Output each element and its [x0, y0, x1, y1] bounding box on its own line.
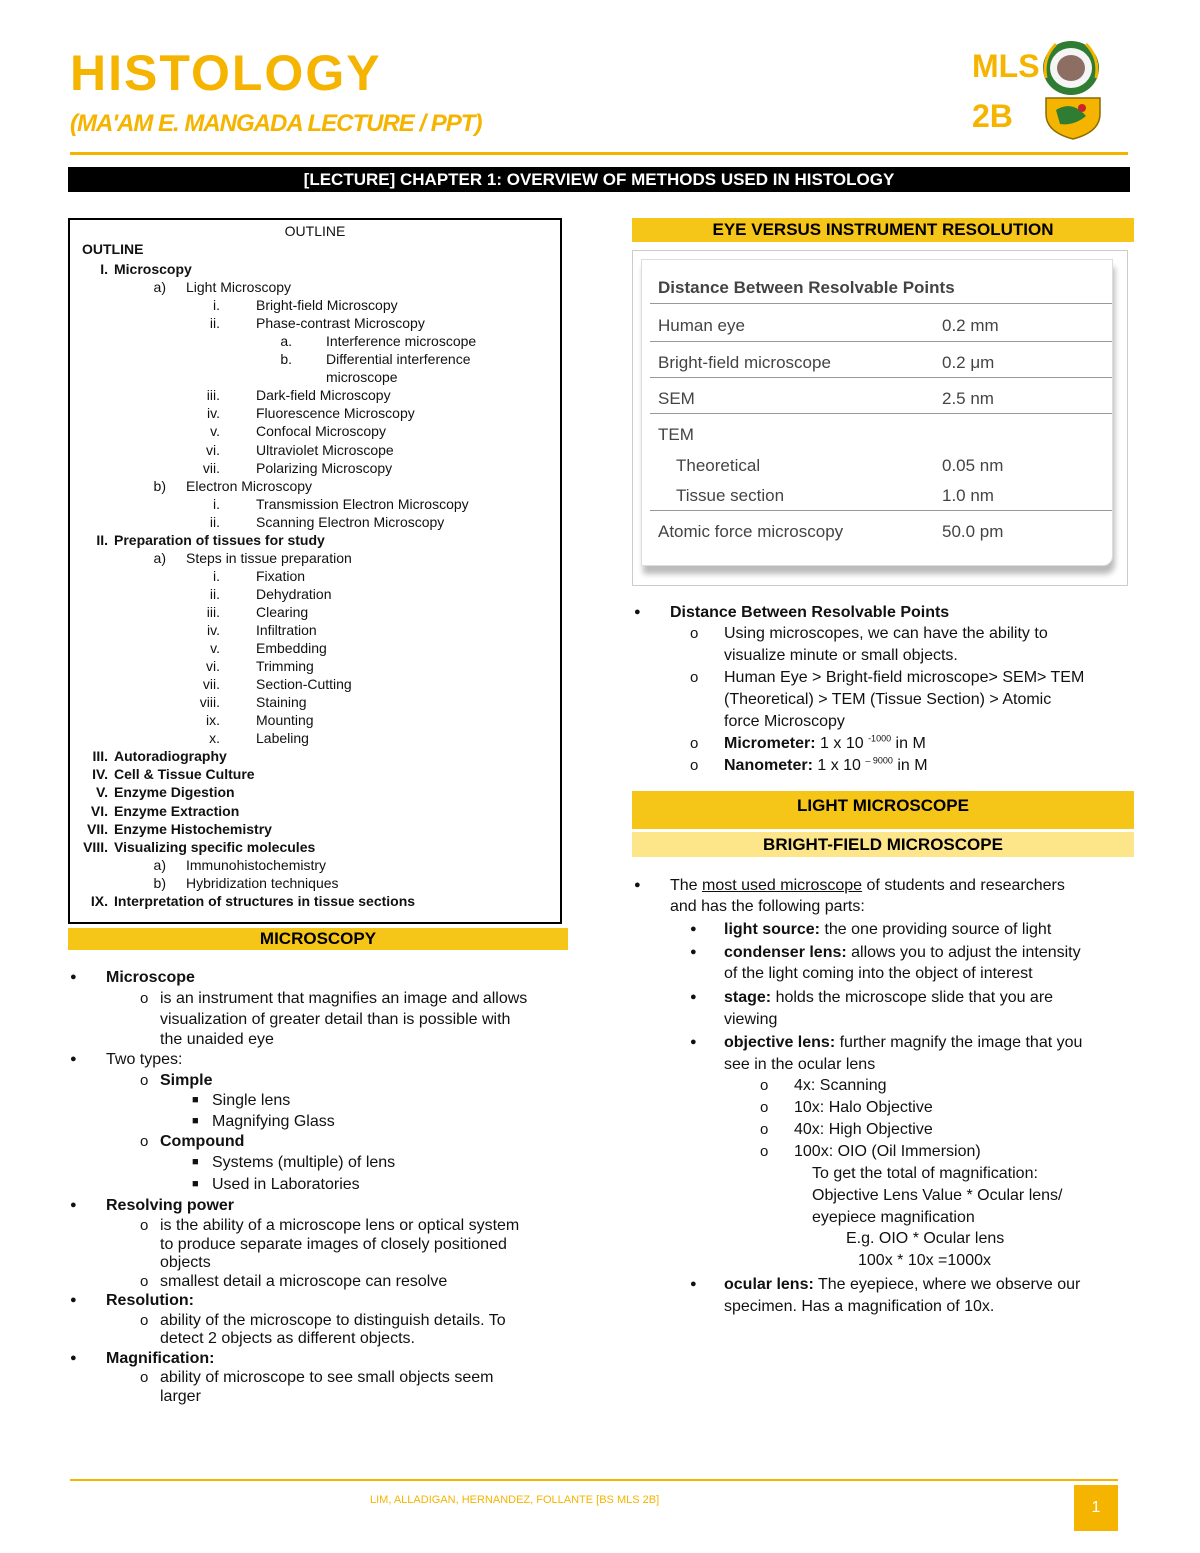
circle-bullet-icon: o	[140, 1369, 149, 1386]
outline-item: Interpretation of structures in tissue sections	[114, 893, 416, 909]
outline-item-number: I.	[100, 261, 108, 277]
micrometer-exponent: -1000	[868, 733, 892, 744]
micrometer-label: Micrometer:	[724, 735, 816, 752]
outline-item: Section-Cutting	[256, 676, 352, 692]
square-bullet-icon: ■	[192, 1178, 199, 1190]
outline-item-number: a)	[153, 550, 166, 566]
bullet-icon: ●	[690, 923, 697, 935]
part-label: condenser lens:	[724, 944, 847, 961]
outline-item: Microscopy	[114, 261, 192, 277]
outline-item: Fluorescence Microscopy	[256, 405, 415, 421]
outline-item: Labeling	[256, 730, 309, 746]
part-objective-2: see in the ocular lens	[724, 1056, 876, 1073]
circle-bullet-icon: o	[140, 1273, 149, 1290]
compound-item: Systems (multiple) of lens	[212, 1154, 396, 1171]
simple-item: Magnifying Glass	[212, 1113, 335, 1130]
resolvable-order-line: Human Eye > Bright-field microscope> SEM> TEM	[724, 669, 1085, 686]
compound-item: Used in Laboratories	[212, 1176, 360, 1193]
part-condenser-2: of the light coming into the object of interest	[724, 965, 1033, 982]
outline-item: Visualizing specific molecules	[114, 839, 316, 855]
bright-field-intro	[670, 875, 1065, 896]
square-bullet-icon: ■	[192, 1094, 199, 1106]
table-row-value: 2.5 nm	[942, 389, 994, 408]
resolution-section-header: EYE VERSUS INSTRUMENT RESOLUTION	[632, 218, 1134, 242]
outline-item-number: vi.	[206, 658, 220, 674]
table-row-value: 1.0 nm	[942, 486, 994, 505]
bullet-icon: ●	[634, 879, 641, 891]
outline-item: Scanning Electron Microscopy	[256, 514, 445, 530]
outline-item: Phase-contrast Microscopy	[256, 315, 425, 331]
table-row-value: 0.05 nm	[942, 456, 1004, 475]
circle-bullet-icon: o	[760, 1077, 769, 1094]
objective-item: 100x: OIO (Oil Immersion)	[794, 1143, 981, 1160]
outline-item-number: v.	[210, 423, 220, 439]
outline-item-number: a)	[153, 279, 166, 295]
table-row-value: 50.0 pm	[942, 522, 1004, 541]
resolving-power-def-line: is the ability of a microscope lens or optical system	[160, 1217, 520, 1234]
part-ocular	[724, 1274, 1080, 1295]
circle-bullet-icon: o	[760, 1099, 769, 1116]
outline-item: Staining	[256, 694, 307, 710]
bullet-icon: ●	[690, 946, 697, 958]
part-label: light source:	[724, 921, 821, 938]
outline-item-number: IV.	[92, 766, 108, 782]
university-seal-icon	[1038, 38, 1104, 98]
total-mag-line: Objective Lens Value * Ocular lens/	[812, 1187, 1063, 1204]
resolution-table-figure	[632, 250, 1128, 586]
outline-item: Transmission Electron Microscopy	[256, 496, 469, 512]
resolvable-points-title: Distance Between Resolvable Points	[670, 604, 950, 621]
outline-item: Enzyme Digestion	[114, 784, 235, 800]
outline-item: Cell & Tissue Culture	[114, 766, 255, 782]
micrometer-line	[724, 733, 926, 754]
outline-item: Confocal Microscopy	[256, 423, 386, 439]
part-label: ocular lens:	[724, 1276, 814, 1293]
nanometer-label: Nanometer:	[724, 757, 813, 774]
bullet-icon: ●	[690, 1036, 697, 1048]
resolving-power-def2: smallest detail a microscope can resolve	[160, 1273, 448, 1290]
outline-item-number: i.	[213, 297, 220, 313]
table-row-label: Atomic force microscopy	[658, 522, 844, 541]
outline-item-number: III.	[92, 748, 108, 764]
outline-item-number: vii.	[202, 676, 220, 692]
circle-bullet-icon: o	[690, 625, 699, 642]
square-bullet-icon: ■	[192, 1115, 199, 1127]
part-text: allows you to adjust the intensity	[846, 944, 1081, 961]
outline-item: Preparation of tissues for study	[114, 532, 325, 548]
bullet-icon: ●	[690, 1278, 697, 1290]
part-text: The eyepiece, where we observe our	[813, 1276, 1081, 1293]
microscope-def-line: is an instrument that magnifies an image and allows	[160, 990, 528, 1007]
outline-item-number: V.	[96, 784, 108, 800]
resolving-power-def-line: to produce separate images of closely positioned	[160, 1236, 507, 1253]
outline-item-number: i.	[213, 568, 220, 584]
bullet-icon: ●	[70, 1294, 77, 1306]
circle-bullet-icon: o	[760, 1121, 769, 1138]
outline-item-number: a.	[280, 333, 292, 349]
outline-item: Immunohistochemistry	[186, 857, 327, 873]
microscopy-section-header: MICROSCOPY	[68, 928, 568, 950]
outline-item-number: b)	[153, 478, 166, 494]
magnification-def-line: larger	[160, 1388, 201, 1405]
class-badge-line2: 2B	[972, 98, 1013, 134]
table-rule	[650, 377, 1112, 378]
bright-field-header: BRIGHT-FIELD MICROSCOPE	[632, 832, 1134, 857]
part-ocular-2: specimen. Has a magnification of 10x.	[724, 1298, 995, 1315]
footer-authors: LIM, ALLADIGAN, HERNANDEZ, FOLLANTE [BS MLS 2B]	[370, 1494, 660, 1506]
intro-text: of students and researchers	[862, 877, 1065, 894]
circle-bullet-icon: o	[140, 1312, 149, 1329]
outline-item-number: iii.	[206, 387, 220, 403]
total-mag-line: To get the total of magnification:	[812, 1165, 1038, 1182]
resolving-power-def-line: objects	[160, 1254, 211, 1271]
objective-item: 4x: Scanning	[794, 1077, 887, 1094]
magnification-term: Magnification:	[106, 1350, 215, 1367]
resolvable-order-line: force Microscopy	[724, 713, 845, 730]
part-stage-2: viewing	[724, 1011, 778, 1028]
outline-item-number: VI.	[90, 803, 108, 819]
table-title: Distance Between Resolvable Points	[658, 278, 955, 297]
circle-bullet-icon: o	[690, 735, 699, 752]
objective-item: 40x: High Objective	[794, 1121, 933, 1138]
page-number: 1	[1074, 1485, 1118, 1531]
outline-item-number: vi.	[206, 442, 220, 458]
circle-bullet-icon: o	[140, 1072, 149, 1089]
outline-item: Trimming	[256, 658, 314, 674]
outline-item-number: iv.	[207, 622, 220, 638]
objective-item: 10x: Halo Objective	[794, 1099, 933, 1116]
document-subtitle: (MA'AM E. MANGADA LECTURE / PPT)	[70, 110, 482, 137]
bullet-icon: ●	[70, 1199, 77, 1211]
resolution-def-line: detect 2 objects as different objects.	[160, 1330, 415, 1347]
outline-item: Dark-field Microscopy	[256, 387, 391, 403]
outline-item-number: ii.	[209, 514, 220, 530]
bullet-icon: ●	[70, 1053, 77, 1065]
resolvable-points-line: Using microscopes, we can have the ability to	[724, 625, 1048, 642]
outline-item-number: VIII.	[83, 839, 108, 855]
part-label: stage:	[724, 989, 772, 1006]
table-row-value: 0.2 μm	[942, 353, 995, 372]
part-text: the one providing source of light	[820, 921, 1052, 938]
outline-item: Embedding	[256, 640, 327, 656]
nanometer-base: 1 x 10	[812, 757, 866, 774]
part-objective	[724, 1032, 1082, 1053]
table-rule	[650, 303, 1112, 304]
outline-item: Enzyme Extraction	[114, 803, 240, 819]
outline-item: Ultraviolet Microscope	[256, 442, 394, 458]
outline-item: Hybridization techniques	[186, 875, 339, 891]
chapter-banner: [LECTURE] CHAPTER 1: OVERVIEW OF METHODS USED IN HISTOLOGY	[68, 167, 1130, 192]
bright-field-intro-2: and has the following parts:	[670, 898, 865, 915]
outline-item: Interference microscope	[326, 333, 477, 349]
simple-item: Single lens	[212, 1092, 291, 1109]
document-title: HISTOLOGY	[70, 45, 382, 101]
micrometer-unit: in M	[891, 735, 926, 752]
part-text: holds the microscope slide that you are	[771, 989, 1054, 1006]
outline-item: Enzyme Histochemistry	[114, 821, 272, 837]
nanometer-unit: in M	[892, 757, 928, 774]
resolution-def-line: ability of the microscope to distinguish details. To	[160, 1312, 506, 1329]
outline-item: Autoradiography	[114, 748, 227, 764]
outline-item-number: b)	[153, 875, 166, 891]
microscope-def-line: the unaided eye	[160, 1031, 274, 1048]
outline-item-number: vii.	[202, 460, 220, 476]
circle-bullet-icon: o	[690, 757, 699, 774]
example-line: E.g. OIO * Ocular lens	[846, 1230, 1005, 1247]
circle-bullet-icon: o	[140, 1133, 149, 1150]
outline-item-number: ii.	[209, 586, 220, 602]
outline-item: Differential interference	[326, 351, 471, 367]
bullet-icon: ●	[70, 1352, 77, 1364]
outline-item-number: i.	[213, 496, 220, 512]
circle-bullet-icon: o	[690, 669, 699, 686]
circle-bullet-icon: o	[140, 990, 149, 1007]
table-rule	[650, 510, 1112, 511]
table-row-label: Tissue section	[676, 486, 785, 505]
table-row-label: Bright-field microscope	[658, 353, 831, 372]
footer-divider	[70, 1479, 1118, 1481]
simple-type: Simple	[160, 1072, 213, 1089]
outline-item: Clearing	[256, 604, 309, 620]
outline-item: Mounting	[256, 712, 314, 728]
class-badge-line1: MLS	[972, 48, 1040, 84]
circle-bullet-icon: o	[140, 1217, 149, 1234]
outline-box	[68, 218, 562, 924]
outline-item: Bright-field Microscopy	[256, 297, 398, 313]
outline-item: Light Microscopy	[186, 279, 292, 295]
outline-item: Infiltration	[256, 622, 317, 638]
microscope-term: Microscope	[106, 969, 195, 986]
example-line: 100x * 10x =1000x	[858, 1252, 991, 1269]
table-row-label: SEM	[658, 389, 695, 408]
micrometer-base: 1 x 10	[815, 735, 869, 752]
outline-item-number: viii.	[199, 694, 220, 710]
square-bullet-icon: ■	[192, 1156, 199, 1168]
magnification-def-line: ability of microscope to see small objects seem	[160, 1369, 494, 1386]
table-row-value: 0.2 mm	[942, 316, 999, 335]
outline-item-number: x.	[209, 730, 220, 746]
table-row-label: TEM	[658, 425, 694, 444]
part-label: objective lens:	[724, 1034, 836, 1051]
header-divider	[70, 152, 1128, 155]
outline-item-number: iii.	[206, 604, 220, 620]
compound-type: Compound	[160, 1133, 245, 1150]
college-crest-icon	[1042, 96, 1104, 140]
outline-item: Dehydration	[256, 586, 332, 602]
table-rule	[650, 413, 1112, 414]
outline-item-number: ix.	[206, 712, 220, 728]
outline-item: microscope	[326, 369, 398, 385]
microscope-def-line: visualization of greater detail than is possible with	[160, 1011, 511, 1028]
table-rule	[650, 341, 1112, 342]
resolving-power-term: Resolving power	[106, 1197, 235, 1214]
outline-item-number: VII.	[86, 821, 108, 837]
outline-item-number: b.	[280, 351, 292, 367]
bullet-icon: ●	[634, 606, 641, 618]
part-text: further magnify the image that you	[835, 1034, 1083, 1051]
part-stage	[724, 987, 1053, 1008]
two-types-label: Two types:	[106, 1051, 183, 1068]
outline-item-number: v.	[210, 640, 220, 656]
intro-text: The	[670, 877, 703, 894]
resolvable-order-line: (Theoretical) > TEM (Tissue Section) > Atomic	[724, 691, 1052, 708]
outline-item-number: IX.	[90, 893, 108, 909]
outline-item: Fixation	[256, 568, 306, 584]
outline-item: Polarizing Microscopy	[256, 460, 393, 476]
outline-item: Steps in tissue preparation	[186, 550, 352, 566]
light-microscope-header: LIGHT MICROSCOPE	[632, 791, 1134, 829]
outline-item-number: ii.	[209, 315, 220, 331]
part-condenser	[724, 942, 1081, 963]
table-row-label: Human eye	[658, 316, 745, 335]
resolution-term: Resolution:	[106, 1292, 194, 1309]
outline-heading: OUTLINE	[82, 241, 144, 257]
nanometer-exponent: – 9000	[865, 755, 893, 766]
resolvable-points-line: visualize minute or small objects.	[724, 647, 958, 664]
bullet-icon: ●	[690, 991, 697, 1003]
outline-item-number: iv.	[207, 405, 220, 421]
outline-item: Electron Microscopy	[186, 478, 313, 494]
nanometer-line	[724, 755, 928, 776]
total-mag-line: eyepiece magnification	[812, 1209, 975, 1226]
table-row-label: Theoretical	[676, 456, 761, 475]
outline-item-number: II.	[96, 532, 108, 548]
outline-item-number: a)	[153, 857, 166, 873]
intro-underlined: most used microscope	[702, 877, 863, 894]
outline-box-title: OUTLINE	[284, 223, 346, 239]
bullet-icon: ●	[70, 971, 77, 983]
part-light-source	[724, 919, 1051, 940]
circle-bullet-icon: o	[760, 1143, 769, 1160]
